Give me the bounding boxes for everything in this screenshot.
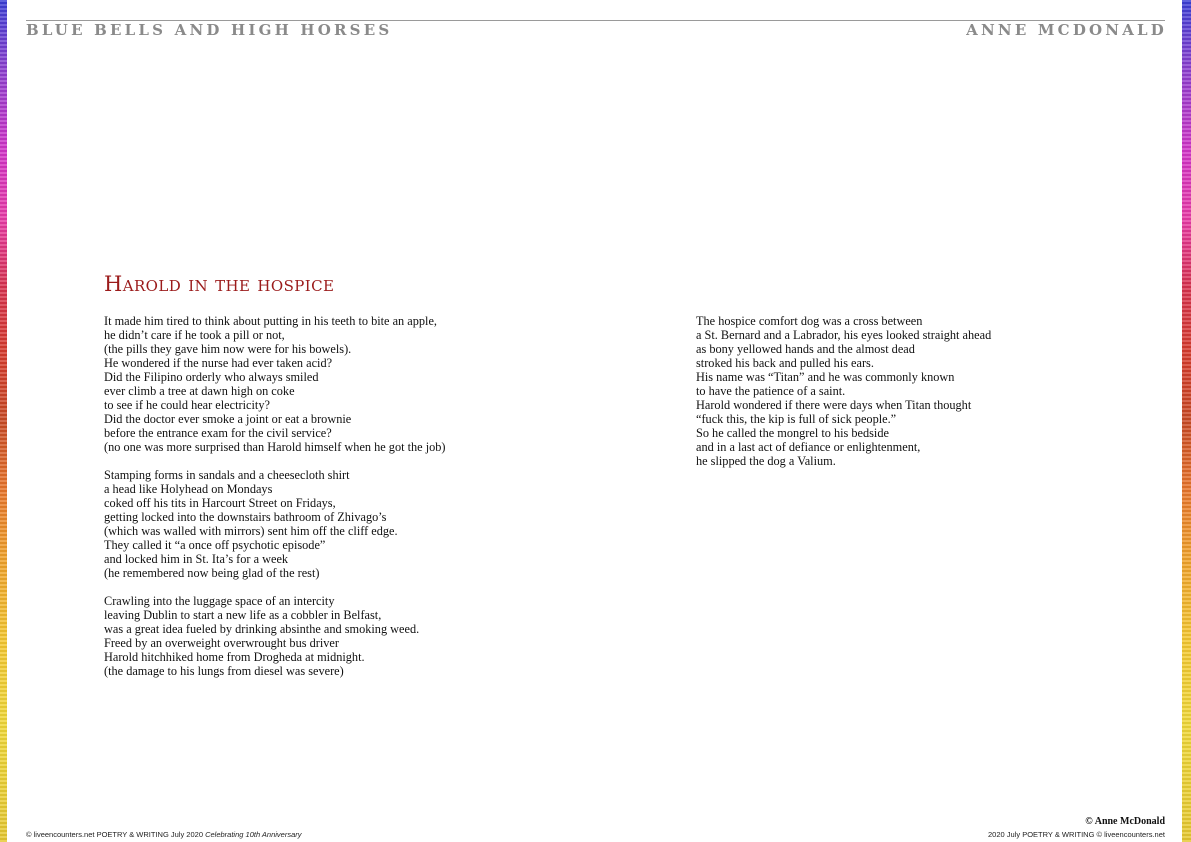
- poem-line: (he remembered now being glad of the rest): [104, 566, 320, 580]
- poem-line: (the damage to his lungs from diesel was severe): [104, 664, 344, 678]
- poem-line: he slipped the dog a Valium.: [696, 454, 836, 468]
- footer-right: 2020 July POETRY & WRITING © liveencounters.net: [988, 830, 1165, 839]
- poem-line: He wondered if the nurse had ever taken acid?: [104, 356, 333, 370]
- poem-line: to have the patience of a saint.: [696, 384, 846, 398]
- poem-line: to see if he could hear electricity?: [104, 398, 270, 412]
- poem-title: Harold in the hospice: [104, 272, 335, 296]
- stanza-2: [104, 468, 644, 580]
- poem-line: The hospice comfort dog was a cross between: [696, 314, 923, 328]
- poem-line: a head like Holyhead on Mondays: [104, 482, 273, 496]
- stanza-3: [104, 594, 644, 678]
- footer-anniversary: Celebrating 10th Anniversary: [205, 830, 302, 839]
- poem-line: Harold hitchhiked home from Drogheda at midnight.: [104, 650, 365, 664]
- poem-line: before the entrance exam for the civil service?: [104, 426, 332, 440]
- poem-line: “fuck this, the kip is full of sick people.”: [696, 412, 897, 426]
- poem-line: Harold wondered if there were days when Titan thought: [696, 398, 972, 412]
- poem-line: His name was “Titan” and he was commonly known: [696, 370, 955, 384]
- poem-line: It made him tired to think about putting in his teeth to bite an apple,: [104, 314, 437, 328]
- poem-line: (no one was more surprised than Harold himself when he got the job): [104, 440, 446, 454]
- poem-line: (which was walled with mirrors) sent him off the cliff edge.: [104, 524, 398, 538]
- footer-publication: © liveencounters.net POETRY & WRITING July 2020: [26, 830, 206, 839]
- poem-line: They called it “a once off psychotic episode”: [104, 538, 326, 552]
- poem-column-2: [696, 314, 1136, 482]
- poem-line: and in a last act of defiance or enlightenment,: [696, 440, 921, 454]
- poem-line: coked off his tits in Harcourt Street on Fridays,: [104, 496, 336, 510]
- magazine-section-title: BLUE BELLS AND HIGH HORSES: [26, 21, 393, 39]
- poem-line: Did the Filipino orderly who always smiled: [104, 370, 319, 384]
- stanza-4: [696, 314, 1136, 468]
- poem-line: Crawling into the luggage space of an intercity: [104, 594, 335, 608]
- poem-line: Freed by an overweight overwrought bus driver: [104, 636, 339, 650]
- poem-line: ever climb a tree at dawn high on coke: [104, 384, 295, 398]
- poem-line: and locked him in St. Ita’s for a week: [104, 552, 289, 566]
- author-header: ANNE MCDONALD: [966, 21, 1167, 39]
- poem-line: Stamping forms in sandals and a cheesecloth shirt: [104, 468, 350, 482]
- poem-line: a St. Bernard and a Labrador, his eyes looked straight ahead: [696, 328, 992, 342]
- copyright-author: © Anne McDonald: [1085, 816, 1165, 827]
- footer-left: [26, 830, 302, 839]
- poem-line: as bony yellowed hands and the almost dead: [696, 342, 915, 356]
- decorative-left-border: [0, 0, 7, 842]
- stanza-1: [104, 314, 644, 454]
- poem-line: So he called the mongrel to his bedside: [696, 426, 889, 440]
- poem-line: was a great idea fueled by drinking absinthe and smoking weed.: [104, 622, 420, 636]
- poem-line: (the pills they gave him now were for his bowels).: [104, 342, 352, 356]
- poem-line: Did the doctor ever smoke a joint or eat a brownie: [104, 412, 352, 426]
- poem-line: getting locked into the downstairs bathroom of Zhivago’s: [104, 510, 387, 524]
- poem-line: leaving Dublin to start a new life as a cobbler in Belfast,: [104, 608, 382, 622]
- poem-line: stroked his back and pulled his ears.: [696, 356, 874, 370]
- decorative-right-border: [1182, 0, 1191, 842]
- poem-column-1: [104, 314, 644, 692]
- poem-line: he didn’t care if he took a pill or not,: [104, 328, 285, 342]
